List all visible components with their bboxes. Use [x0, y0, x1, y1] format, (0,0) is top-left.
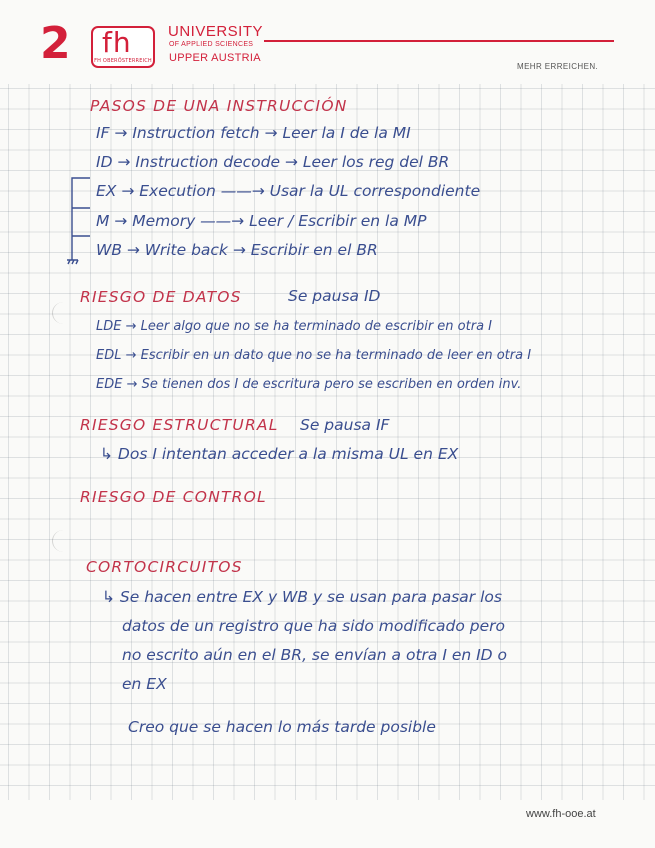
section-title-riesgo-estructural: RIESGO ESTRUCTURAL — [80, 416, 279, 434]
logo-mark: fh — [102, 26, 132, 59]
footer-url: www.fh-ooe.at — [526, 808, 596, 820]
university-name: UNIVERSITY — [168, 23, 264, 40]
logo-subtitle: FH OBERÖSTERREICH — [94, 58, 152, 64]
university-region: UPPER AUSTRIA — [169, 52, 261, 64]
note-line: ↳ Se hacen entre EX y WB y se usan para pasar los — [102, 588, 502, 606]
note-line: no escrito aún en el BR, se envían a otra I en ID o — [122, 646, 508, 664]
page-number: 2 — [40, 18, 71, 69]
note-line: WB → Write back → Escribir en el BR — [96, 241, 378, 259]
section-title-riesgo-datos: RIESGO DE DATOS — [80, 288, 242, 306]
note-line: M → Memory ——→ Leer / Escribir en la MP — [96, 212, 427, 230]
section-title-pasos: PASOS DE UNA INSTRUCCIÓN — [90, 97, 348, 115]
note-line: IF → Instruction fetch → Leer la I de la MI — [96, 124, 411, 142]
forwarding-bracket — [66, 174, 96, 266]
section-title-cortocircuitos: CORTOCIRCUITOS — [86, 558, 243, 576]
header-rule — [264, 40, 614, 42]
note-line: EDL → Escribir en un dato que no se ha terminado de leer en otra I — [96, 348, 532, 363]
section-aside: Se pausa IF — [300, 416, 390, 434]
note-line: ID → Instruction decode → Leer los reg del BR — [96, 153, 450, 171]
note-line: ↳ Dos I intentan acceder a la misma UL en EX — [100, 445, 459, 463]
note-line: LDE → Leer algo que no se ha terminado de escribir en otra I — [96, 319, 492, 334]
punch-hole-bottom — [52, 530, 75, 552]
note-line: en EX — [122, 675, 167, 693]
university-subtitle: OF APPLIED SCIENCES — [169, 41, 254, 48]
section-title-riesgo-control: RIESGO DE CONTROL — [80, 488, 267, 506]
fh-logo — [91, 26, 155, 68]
note-line: EX → Execution ——→ Usar la UL correspondiente — [96, 182, 481, 200]
note-line: datos de un registro que ha sido modificado pero — [122, 617, 506, 635]
letterhead — [0, 0, 655, 84]
note-line: Creo que se hacen lo más tarde posible — [128, 718, 436, 736]
punch-hole-top — [52, 302, 75, 324]
tagline: MEHR ERREICHEN. — [517, 62, 599, 71]
note-line: EDE → Se tienen dos I de escritura pero se escriben en orden inv. — [96, 377, 522, 392]
section-aside: Se pausa ID — [288, 287, 381, 305]
